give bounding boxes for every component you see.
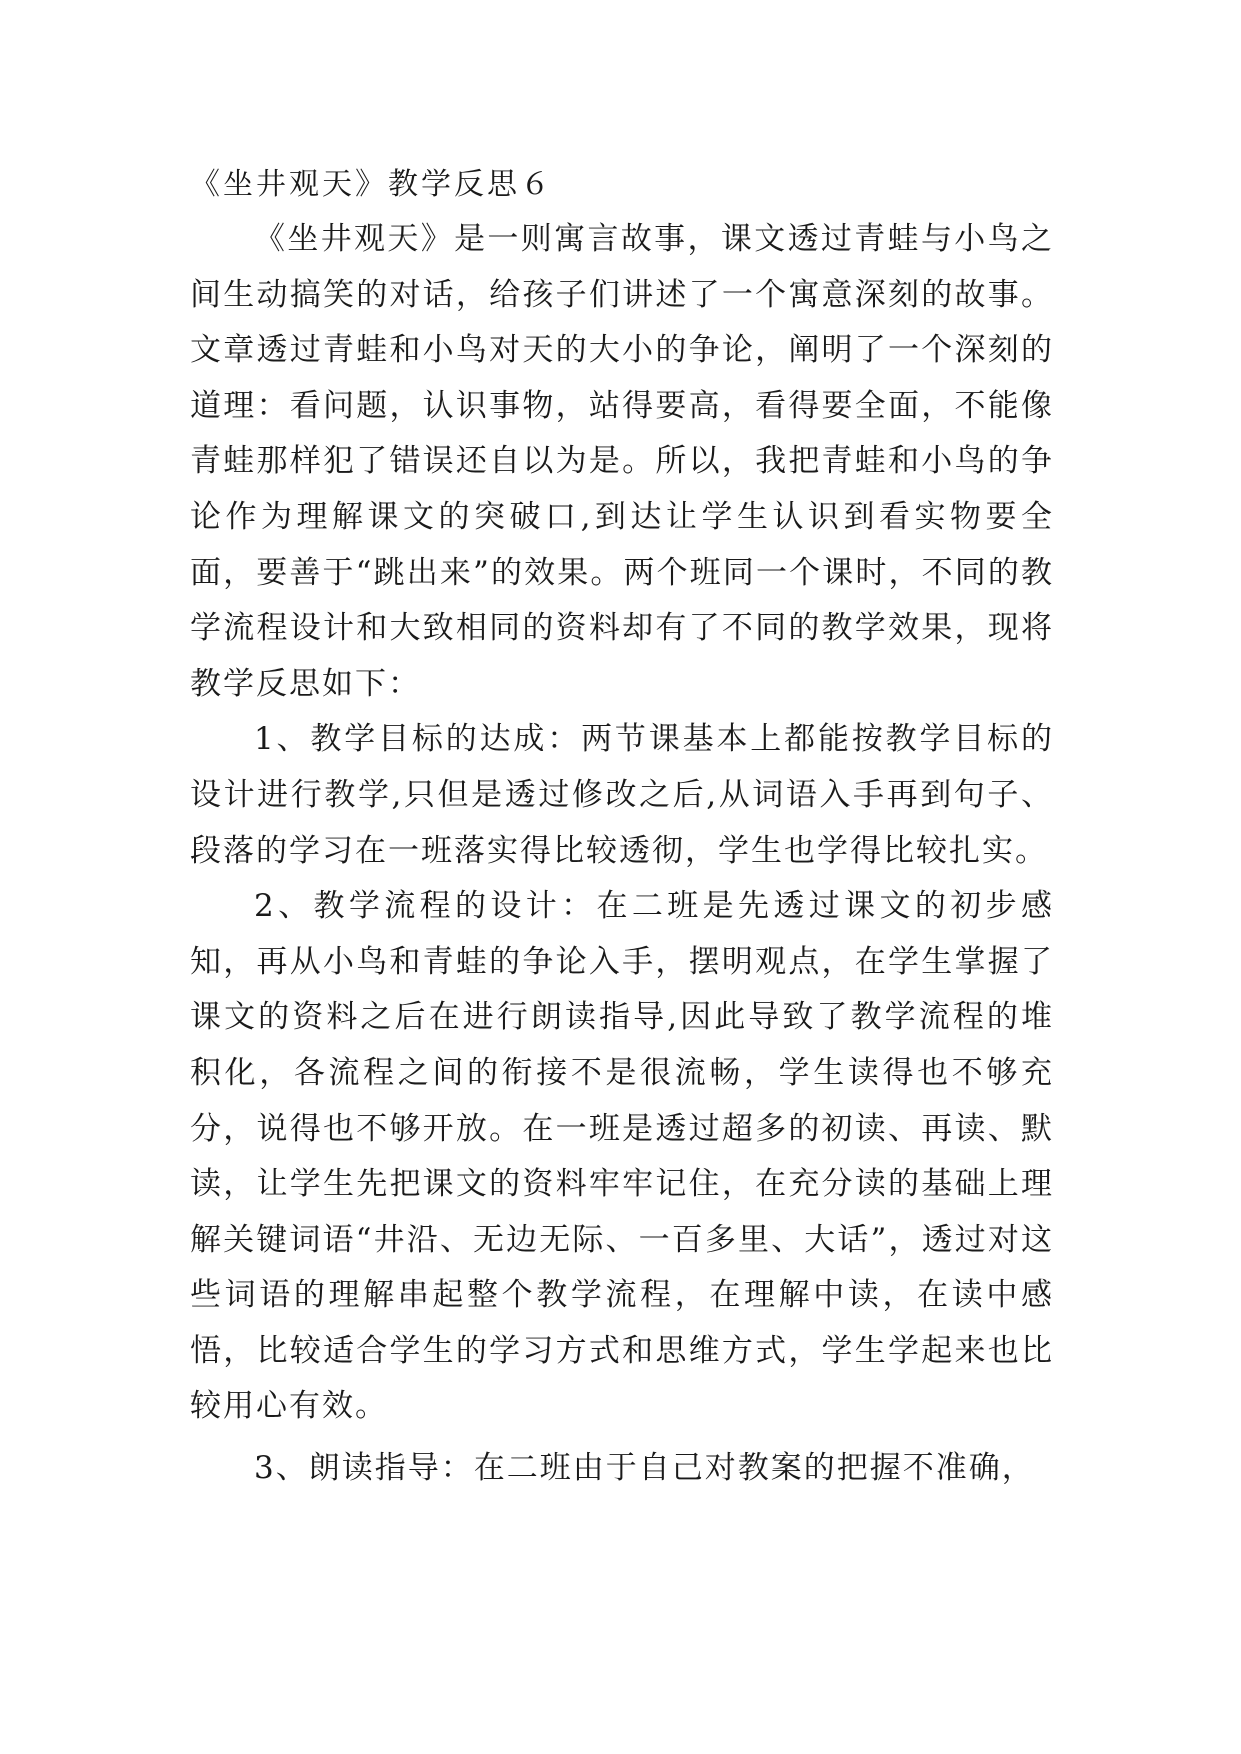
document-body xyxy=(190,212,1054,1497)
paragraph-intro: 《坐井观天》是一则寓言故事，课文透过青蛙与小鸟之间生动搞笑的对话，给孩子们讲述了一个寓意深刻的故事。文章透过青蛙和小鸟对天的大小的争论，阐明了一个深刻的道理：看问题，认识事物，站得要高，看得要全面，不能像青蛙那样犯了错误还自以为是。所以，我把青蛙和小鸟的争论作为理解课文的突破口,到达让学生认识到看实物要全面，要善于“跳出来”的效果。两个班同一个课时，不同的教学流程设计和大致相同的资料却有了不同的教学效果，现将教学反思如下： xyxy=(190,221,1054,702)
paragraph-point-2: 2、教学流程的设计：在二班是先透过课文的初步感知，再从小鸟和青蛙的争论入手，摆明观点，在学生掌握了课文的资料之后在进行朗读指导,因此导致了教学流程的堆积化，各流程之间的衔接不是很流畅，学生读得也不够充分，说得也不够开放。在一班是透过超多的初读、再读、默读，让学生先把课文的资料牢牢记住，在充分读的基础上理解关键词语“井沿、无边无际、一百多里、大话”，透过对这些词语的理解串起整个教学流程，在理解中读，在读中感悟，比较适合学生的学习方式和思维方式，学生学起来也比较用心有效。 xyxy=(190,888,1054,1425)
paragraph-point-3: 3、朗读指导：在二班由于自己对教案的把握不准确， xyxy=(254,1450,1035,1487)
paragraph-point-1: 1、教学目标的达成：两节课基本上都能按教学目标的设计进行教学,只但是透过修改之后,从词语入手再到句子、段落的学习在一班落实得比较透彻，学生也学得比较扎实。 xyxy=(190,721,1054,869)
document-title: 《坐井观天》教学反思６ xyxy=(190,167,553,202)
